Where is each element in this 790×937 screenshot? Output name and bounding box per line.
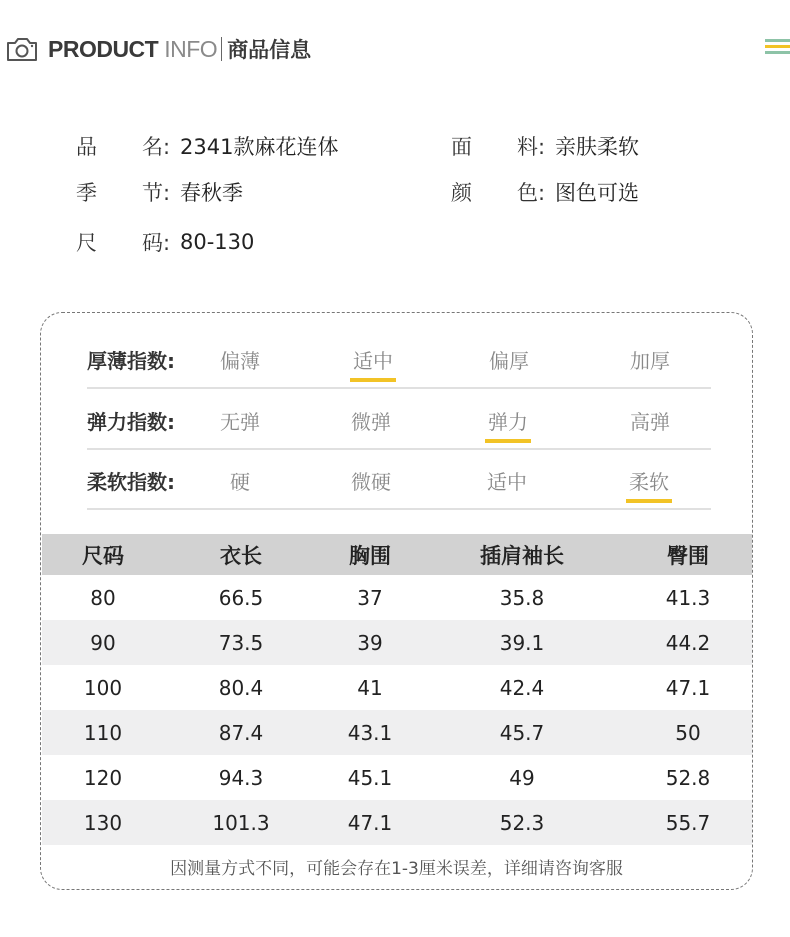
- title-product: PRODUCT: [48, 35, 159, 62]
- table-cell: 110: [83, 720, 123, 745]
- table-cell: 73.5: [218, 630, 264, 655]
- column-header: 尺码: [82, 543, 124, 568]
- info-key: 尺: [76, 231, 97, 255]
- index-label: 弹力指数:: [87, 410, 175, 434]
- info-key: 色:: [517, 181, 546, 205]
- table-cell: 39.1: [499, 630, 545, 655]
- table-cell: 50: [675, 720, 701, 745]
- table-row: [42, 710, 753, 755]
- table-cell: 49: [509, 765, 535, 790]
- table-row: [42, 800, 753, 845]
- thickness-index: [87, 339, 711, 389]
- table-cell: 39: [357, 630, 383, 655]
- table-cell: 94.3: [218, 765, 264, 790]
- table-row: [42, 575, 753, 620]
- softness-index: [87, 460, 711, 510]
- index-option: 硬: [230, 470, 250, 494]
- table-cell: 52.8: [665, 765, 711, 790]
- info-key: 节:: [142, 181, 171, 205]
- table-cell: 100: [83, 675, 123, 700]
- index-option: 偏厚: [489, 349, 529, 373]
- table-cell: 44.2: [665, 630, 711, 655]
- info-key: 码:: [142, 231, 171, 255]
- table-cell: 47.1: [347, 810, 393, 835]
- index-option-selected: 适中: [348, 345, 398, 374]
- table-cell: 90: [90, 630, 116, 655]
- table-cell: 80.4: [218, 675, 264, 700]
- index-option-selected: 柔软: [624, 466, 674, 495]
- info-value: 图色可选: [555, 181, 639, 205]
- table-cell: 35.8: [499, 585, 545, 610]
- table-cell: 101.3: [212, 810, 270, 835]
- table-row: [42, 755, 753, 800]
- table-cell: 80: [90, 585, 116, 610]
- table-row: [42, 665, 753, 710]
- divider: [87, 387, 711, 389]
- elasticity-index: [87, 400, 711, 450]
- title-divider: [221, 37, 222, 61]
- index-option: 微硬: [351, 470, 391, 494]
- table-cell: 42.4: [499, 675, 545, 700]
- info-value: 2341款麻花连体: [180, 135, 339, 159]
- table-cell: 120: [83, 765, 123, 790]
- menu-icon[interactable]: [765, 39, 790, 55]
- index-option: 加厚: [630, 349, 670, 373]
- table-cell: 47.1: [665, 675, 711, 700]
- table-header: [42, 534, 753, 575]
- info-key: 颜: [451, 181, 472, 205]
- divider: [87, 508, 711, 510]
- table-cell: 41.3: [665, 585, 711, 610]
- table-cell: 37: [357, 585, 383, 610]
- table-cell: 45.1: [347, 765, 393, 790]
- index-option: 微弹: [351, 410, 391, 434]
- table-cell: 66.5: [218, 585, 264, 610]
- info-key: 名:: [142, 135, 171, 159]
- info-key: 料:: [517, 135, 546, 159]
- column-header: 插肩袖长: [480, 543, 564, 568]
- info-value: 亲肤柔软: [555, 135, 639, 159]
- index-option: 适中: [487, 470, 527, 494]
- title-cn: 商品信息: [227, 38, 312, 62]
- table-cell: 45.7: [499, 720, 545, 745]
- index-option: 无弹: [220, 410, 260, 434]
- index-option-selected: 弹力: [483, 406, 533, 435]
- divider: [87, 448, 711, 450]
- index-label: 厚薄指数:: [87, 349, 175, 373]
- index-label: 柔软指数:: [87, 470, 175, 494]
- camera-icon: [6, 36, 38, 62]
- title-info: INFO: [164, 35, 218, 62]
- measurement-note: 因测量方式不同，可能会存在1-3厘米误差，详细请咨询客服: [170, 859, 623, 879]
- table-cell: 41: [357, 675, 383, 700]
- size-table: [42, 534, 753, 845]
- column-header: 胸围: [349, 543, 391, 568]
- index-option: 偏薄: [220, 349, 260, 373]
- info-key: 品: [76, 135, 97, 159]
- column-header: 臀围: [667, 543, 709, 568]
- table-row: [42, 620, 753, 665]
- info-value: 80-130: [180, 230, 255, 254]
- index-option: 高弹: [630, 410, 670, 434]
- section-header: [6, 32, 311, 66]
- table-cell: 87.4: [218, 720, 264, 745]
- table-cell: 43.1: [347, 720, 393, 745]
- info-value: 春秋季: [180, 181, 243, 205]
- table-cell: 130: [83, 810, 123, 835]
- info-key: 面: [451, 135, 472, 159]
- table-cell: 52.3: [499, 810, 545, 835]
- column-header: 衣长: [220, 543, 262, 568]
- table-cell: 55.7: [665, 810, 711, 835]
- info-key: 季: [76, 181, 97, 205]
- size-card: [40, 312, 753, 890]
